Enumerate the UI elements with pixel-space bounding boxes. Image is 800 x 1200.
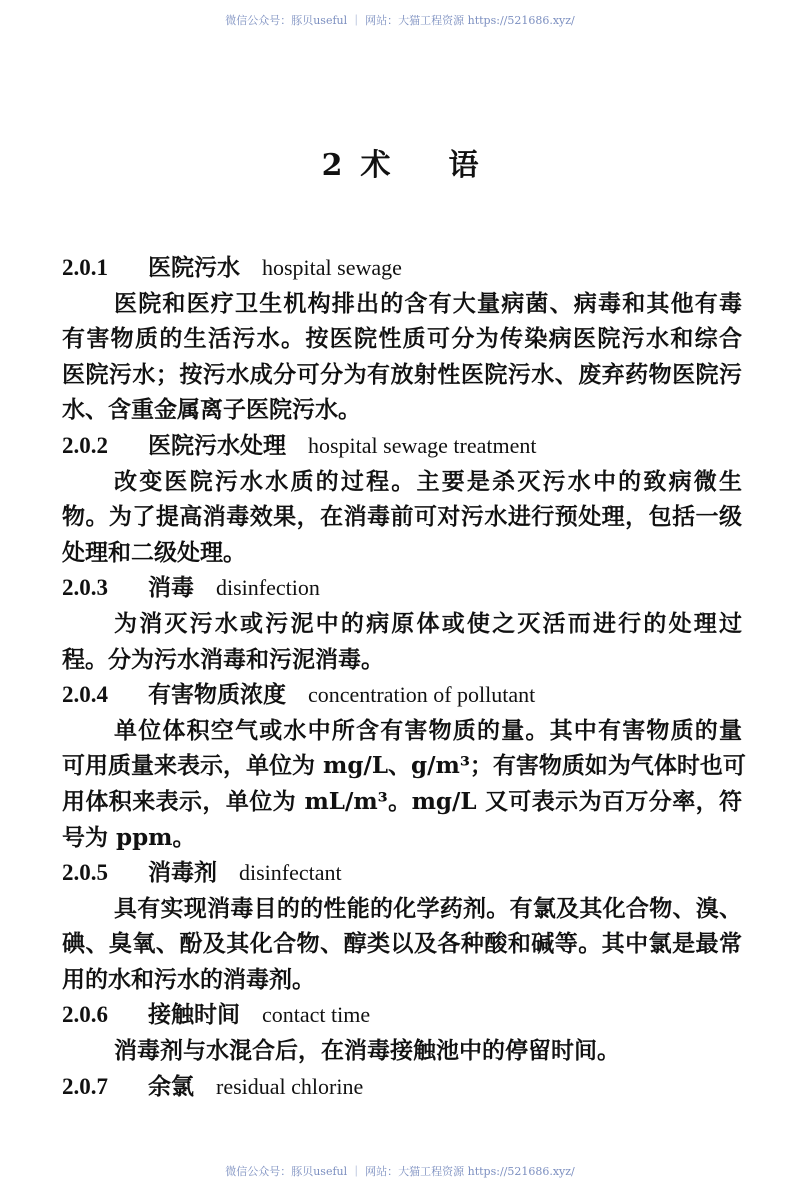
term-section [62, 570, 742, 677]
definition-line: 可用质量来表示，单位为 mg/L、g/m³；有害物质如为气体时也可 [62, 752, 746, 780]
definition-line: 消毒剂与水混合后，在消毒接触池中的停留时间。 [114, 1037, 620, 1065]
term-section [62, 1069, 742, 1105]
term-english: residual chlorine [216, 1073, 364, 1099]
definition-line: 具有实现消毒目的的性能的化学药剂。有氯及其化合物、溴、 [114, 894, 742, 922]
definition-line: 单位体积空气或水中所含有害物质的量。其中有害物质的量 [114, 716, 742, 744]
term-english: disinfectant [239, 860, 342, 886]
definition-line: 为消灭污水或污泥中的病原体或使之灭活而进行的处理过 [114, 609, 742, 637]
chapter-title-char-1: 术 [360, 148, 391, 183]
chapter-title-char-2: 语 [448, 148, 479, 183]
term-section [62, 250, 742, 428]
definition-line: 医院污水；按污水成分可分为有放射性医院污水、废弃药物医院污 [62, 360, 742, 388]
term-number: 2.0.5 [62, 860, 108, 886]
definition-line: 程。分为污水消毒和污泥消毒。 [62, 645, 384, 673]
term-number: 2.0.4 [62, 682, 108, 708]
term-section [62, 855, 742, 997]
definition-line: 改变医院污水水质的过程。主要是杀灭污水中的致病微生 [114, 467, 742, 495]
definition-line: 用的水和污水的消毒剂。 [62, 965, 315, 993]
chapter-number: 2 [321, 148, 343, 183]
term-english: hospital sewage [262, 255, 402, 280]
term-section [62, 428, 742, 570]
term-heading [62, 570, 742, 606]
term-number: 2.0.3 [62, 575, 108, 601]
definition-line: 有害物质的生活污水。按医院性质可分为传染病医院污水和综合 [62, 325, 742, 353]
watermark-top: 微信公众号：豚贝useful ｜ 网站：大猫工程资源 https://521686.xyz/ [225, 14, 575, 27]
term-english: hospital sewage treatment [308, 432, 537, 458]
definition-line: 处理和二级处理。 [62, 538, 246, 566]
term-english: disinfection [216, 575, 320, 601]
term-heading [62, 428, 742, 464]
terms-content [62, 250, 746, 1104]
term-section [62, 997, 742, 1068]
definition-line: 碘、臭氧、酚及其化合物、醇类以及各种酸和碱等。其中氯是最常 [62, 930, 742, 958]
definition-line: 号为 ppm。 [62, 823, 196, 851]
definition-line: 物。为了提高消毒效果，在消毒前可对污水进行预处理，包括一级 [62, 503, 742, 531]
term-heading [62, 997, 742, 1033]
term-chinese: 消毒 [148, 574, 194, 602]
term-english: concentration of pollutant [308, 682, 536, 708]
term-number: 2.0.2 [62, 432, 108, 458]
term-chinese: 接触时间 [148, 1001, 240, 1029]
term-chinese: 消毒剂 [148, 859, 217, 887]
term-number: 2.0.1 [62, 255, 108, 280]
definition-line: 用体积来表示，单位为 mL/m³。mg/L 又可表示为百万分率，符 [62, 787, 742, 815]
definition-line: 医院和医疗卫生机构排出的含有大量病菌、病毒和其他有毒 [114, 289, 742, 317]
watermark-bottom: 微信公众号：豚贝useful ｜ 网站：大猫工程资源 https://521686.xyz/ [225, 1165, 575, 1178]
term-heading [62, 855, 742, 891]
definition-line: 水、含重金属离子医院污水。 [62, 396, 361, 424]
term-chinese: 有害物质浓度 [148, 681, 286, 709]
term-number: 2.0.6 [62, 1002, 108, 1028]
term-heading [62, 250, 742, 286]
term-chinese: 余氯 [148, 1072, 194, 1100]
term-section [62, 677, 746, 855]
term-heading [62, 677, 742, 713]
chapter-title [0, 140, 800, 184]
term-chinese: 医院污水处理 [148, 431, 286, 459]
term-english: contact time [262, 1002, 371, 1028]
term-number: 2.0.7 [62, 1073, 108, 1099]
term-heading [62, 1069, 742, 1105]
term-chinese: 医院污水 [148, 254, 240, 281]
